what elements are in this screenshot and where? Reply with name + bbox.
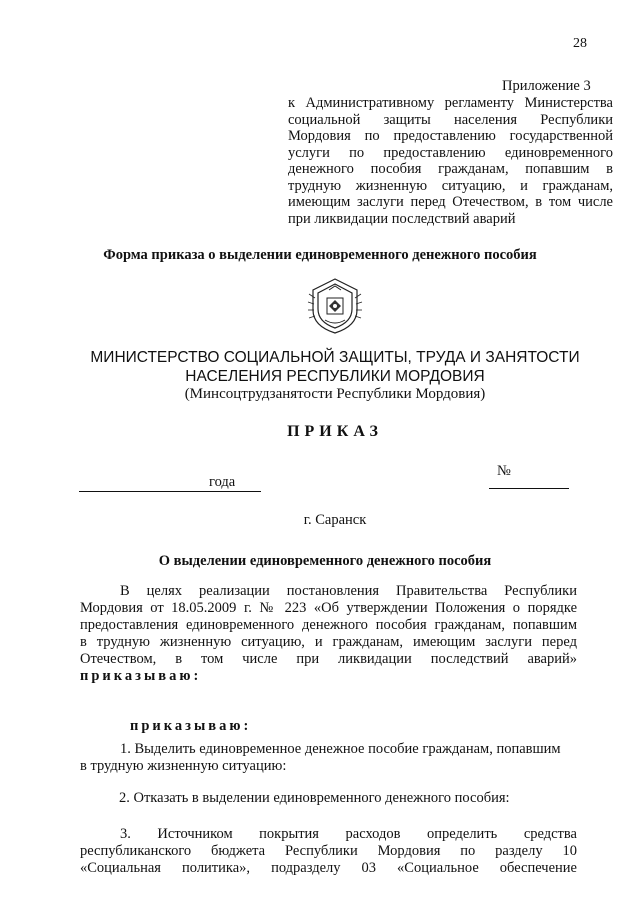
page-number: 28 xyxy=(573,36,587,51)
preamble-line: Отечеством, в том числе при ликвидации последствий аварий» xyxy=(80,651,577,667)
annex-title: Приложение 3 xyxy=(502,78,591,94)
ministry-name-line: НАСЕЛЕНИЯ РЕСПУБЛИКИ МОРДОВИЯ xyxy=(185,368,485,385)
item-1-line: в трудную жизненную ситуацию: xyxy=(80,758,287,774)
preamble-line: предоставления единовременного денежного пособия гражданам, попавшим xyxy=(80,617,577,633)
date-label: года xyxy=(209,474,236,490)
form-heading: Форма приказа о выделении единовременного денежного пособия xyxy=(103,247,537,263)
number-line xyxy=(489,488,569,489)
preamble-decree: приказываю: xyxy=(80,668,202,684)
annex-line: денежного пособия гражданам, попавшим в xyxy=(288,161,613,177)
order-subject: О выделении единовременного денежного пособия xyxy=(158,553,492,569)
order-title: ПРИКАЗ xyxy=(287,423,383,440)
date-line xyxy=(79,491,261,492)
annex-body xyxy=(288,95,613,227)
item-1 xyxy=(80,741,577,775)
item-3-line: 3. Источником покрытия расходов определить средства xyxy=(120,826,577,842)
ministry-name xyxy=(0,348,640,386)
number-label: № xyxy=(497,463,511,479)
annex-line: имеющим заслуги перед Отечеством, в том числе xyxy=(288,194,613,210)
annex-line: к Административному регламенту Министерства xyxy=(288,95,613,111)
preamble-line: Мордовия от 18.05.2009 г. № 223 «Об утверждении Положения о порядке xyxy=(80,600,577,616)
city: г. Саранск xyxy=(303,512,367,528)
preamble-line: в трудную жизненную ситуацию, и гражданам, имеющим заслуги перед xyxy=(80,634,577,650)
annex-line: услуги по предоставлению единовременного xyxy=(288,144,613,161)
ministry-short-name: (Минсоцтрудзанятости Республики Мордовия) xyxy=(184,386,486,402)
preamble-line: В целях реализации постановления Правительства Республики xyxy=(120,583,577,599)
item-3-line: республиканского бюджета Республики Мордовия по разделу 10 xyxy=(80,843,577,859)
ministry-name-line: МИНИСТЕРСТВО СОЦИАЛЬНОЙ ЗАЩИТЫ, ТРУДА И ЗАНЯТОСТИ xyxy=(90,349,580,366)
preamble xyxy=(80,583,577,685)
item-1-line: 1. Выделить единовременное денежное пособие гражданам, попавшим xyxy=(120,741,561,757)
annex-line: трудную жизненную ситуацию, и гражданам, xyxy=(288,177,613,194)
item-2: 2. Отказать в выделении единовременного денежного пособия: xyxy=(119,790,510,806)
annex-line: Мордовия по предоставлению государственной xyxy=(288,128,613,144)
mordovia-coat-of-arms-icon xyxy=(307,276,363,336)
annex-line: социальной защиты населения Республики xyxy=(288,111,613,128)
item-3 xyxy=(80,826,577,877)
decree-word: приказываю: xyxy=(130,718,252,734)
item-3-line: «Социальная политика», подразделу 03 «Социальное обеспечение xyxy=(80,860,577,876)
annex-line: при ликвидации последствий аварий xyxy=(288,210,516,227)
